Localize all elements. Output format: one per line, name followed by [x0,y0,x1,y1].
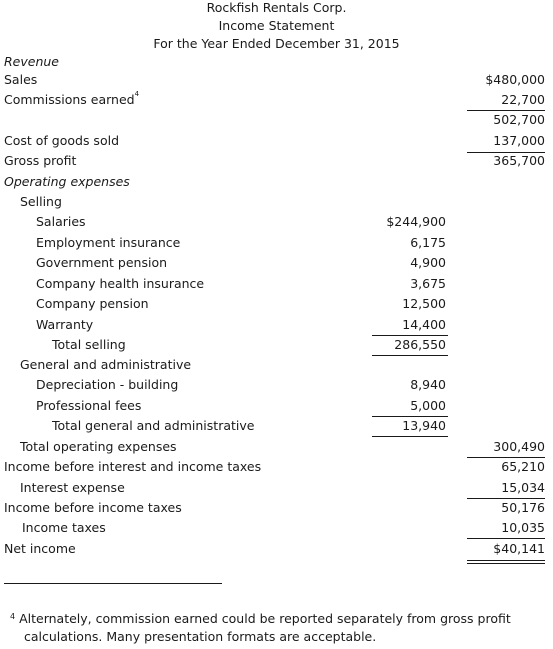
detail-amount: 12,500 [402,296,446,311]
company-name: Rockfish Rentals Corp. [206,0,347,15]
footnote [10,610,540,646]
line-label: Gross profit [4,153,77,168]
commissions-label: Commissions earned [4,92,135,107]
company-pension-row [0,294,553,314]
detail-amount: 8,940 [410,377,446,392]
total-amount: 15,034 [501,480,545,495]
total-amount: 10,035 [501,520,545,535]
total-amount: 300,490 [493,439,545,454]
ibt-row [0,498,553,518]
line-label: Revenue [4,54,59,69]
footnote-line-1: Alternately, commission earned could be reported separately from gross profit [19,611,511,626]
line-label: Income before income taxes [4,500,182,515]
taxes-row [0,518,553,538]
total-amount: 365,700 [493,153,545,168]
employment-insurance-row [0,233,553,253]
total-amount: $40,141 [493,541,545,556]
detail-amount: 3,675 [410,276,446,291]
interest-row [0,478,553,498]
line-label: Company pension [36,296,149,311]
total-amount: 50,176 [501,500,545,515]
line-label: Cost of goods sold [4,133,120,148]
ga-heading-row [0,355,553,375]
line-label: Company health insurance [36,276,205,291]
revenue-heading-row [0,52,553,72]
line-label: Interest expense [20,480,125,495]
line-label: Total general and administrative [52,418,255,433]
footnote-mark: 4 [10,612,16,621]
double-underline-bottom [467,563,545,564]
line-label: Warranty [36,317,94,332]
total-opex-row [0,437,553,457]
total-amount: 22,700 [501,92,545,107]
salaries-row [0,212,553,232]
warranty-row [0,315,553,335]
total-amount: $480,000 [485,72,545,87]
ibit-row [0,457,553,477]
line-label: Total operating expenses [20,439,177,454]
line-label: Government pension [36,255,168,270]
statement-title: Income Statement [218,18,335,33]
line-label: Total selling [52,337,126,352]
depreciation-row [0,375,553,395]
line-label: Employment insurance [36,235,181,250]
footnote-separator [4,583,222,584]
line-label: Professional fees [36,398,142,413]
net-income-row [0,539,553,559]
line-label: Salaries [36,214,86,229]
health-insurance-row [0,274,553,294]
government-pension-row [0,253,553,273]
total-amount: 65,210 [501,459,545,474]
cogs-row [0,131,553,151]
gross-profit-row [0,151,553,171]
footnote-ref: 4 [134,90,140,98]
line-label: Income taxes [22,520,106,535]
line-label: Net income [4,541,76,556]
professional-fees-row [0,396,553,416]
line-label: Income before interest and income taxes [4,459,262,474]
sales-row [0,70,553,90]
detail-amount: 286,550 [394,337,446,352]
statement-period: For the Year Ended December 31, 2015 [153,36,400,51]
line-label: Depreciation - building [36,377,179,392]
line-label [4,90,139,110]
line-label: Operating expenses [4,174,130,189]
detail-amount: 4,900 [410,255,446,270]
detail-amount: 13,940 [402,418,446,433]
selling-heading-row [0,192,553,212]
revenue-total-row [0,110,553,130]
footnote-line-2: calculations. Many presentation formats are acceptable. [24,629,377,644]
total-amount: 502,700 [493,112,545,127]
line-label: Selling [20,194,62,209]
total-selling-row [0,335,553,355]
double-underline-top [467,560,545,561]
detail-amount: 5,000 [410,398,446,413]
line-label: Sales [4,72,38,87]
total-ga-row [0,416,553,436]
line-label: General and administrative [20,357,192,372]
detail-amount: 14,400 [402,317,446,332]
opex-heading-row [0,172,553,192]
total-amount: 137,000 [493,133,545,148]
detail-amount: $244,900 [386,214,446,229]
commissions-row [0,90,553,110]
detail-amount: 6,175 [410,235,446,250]
